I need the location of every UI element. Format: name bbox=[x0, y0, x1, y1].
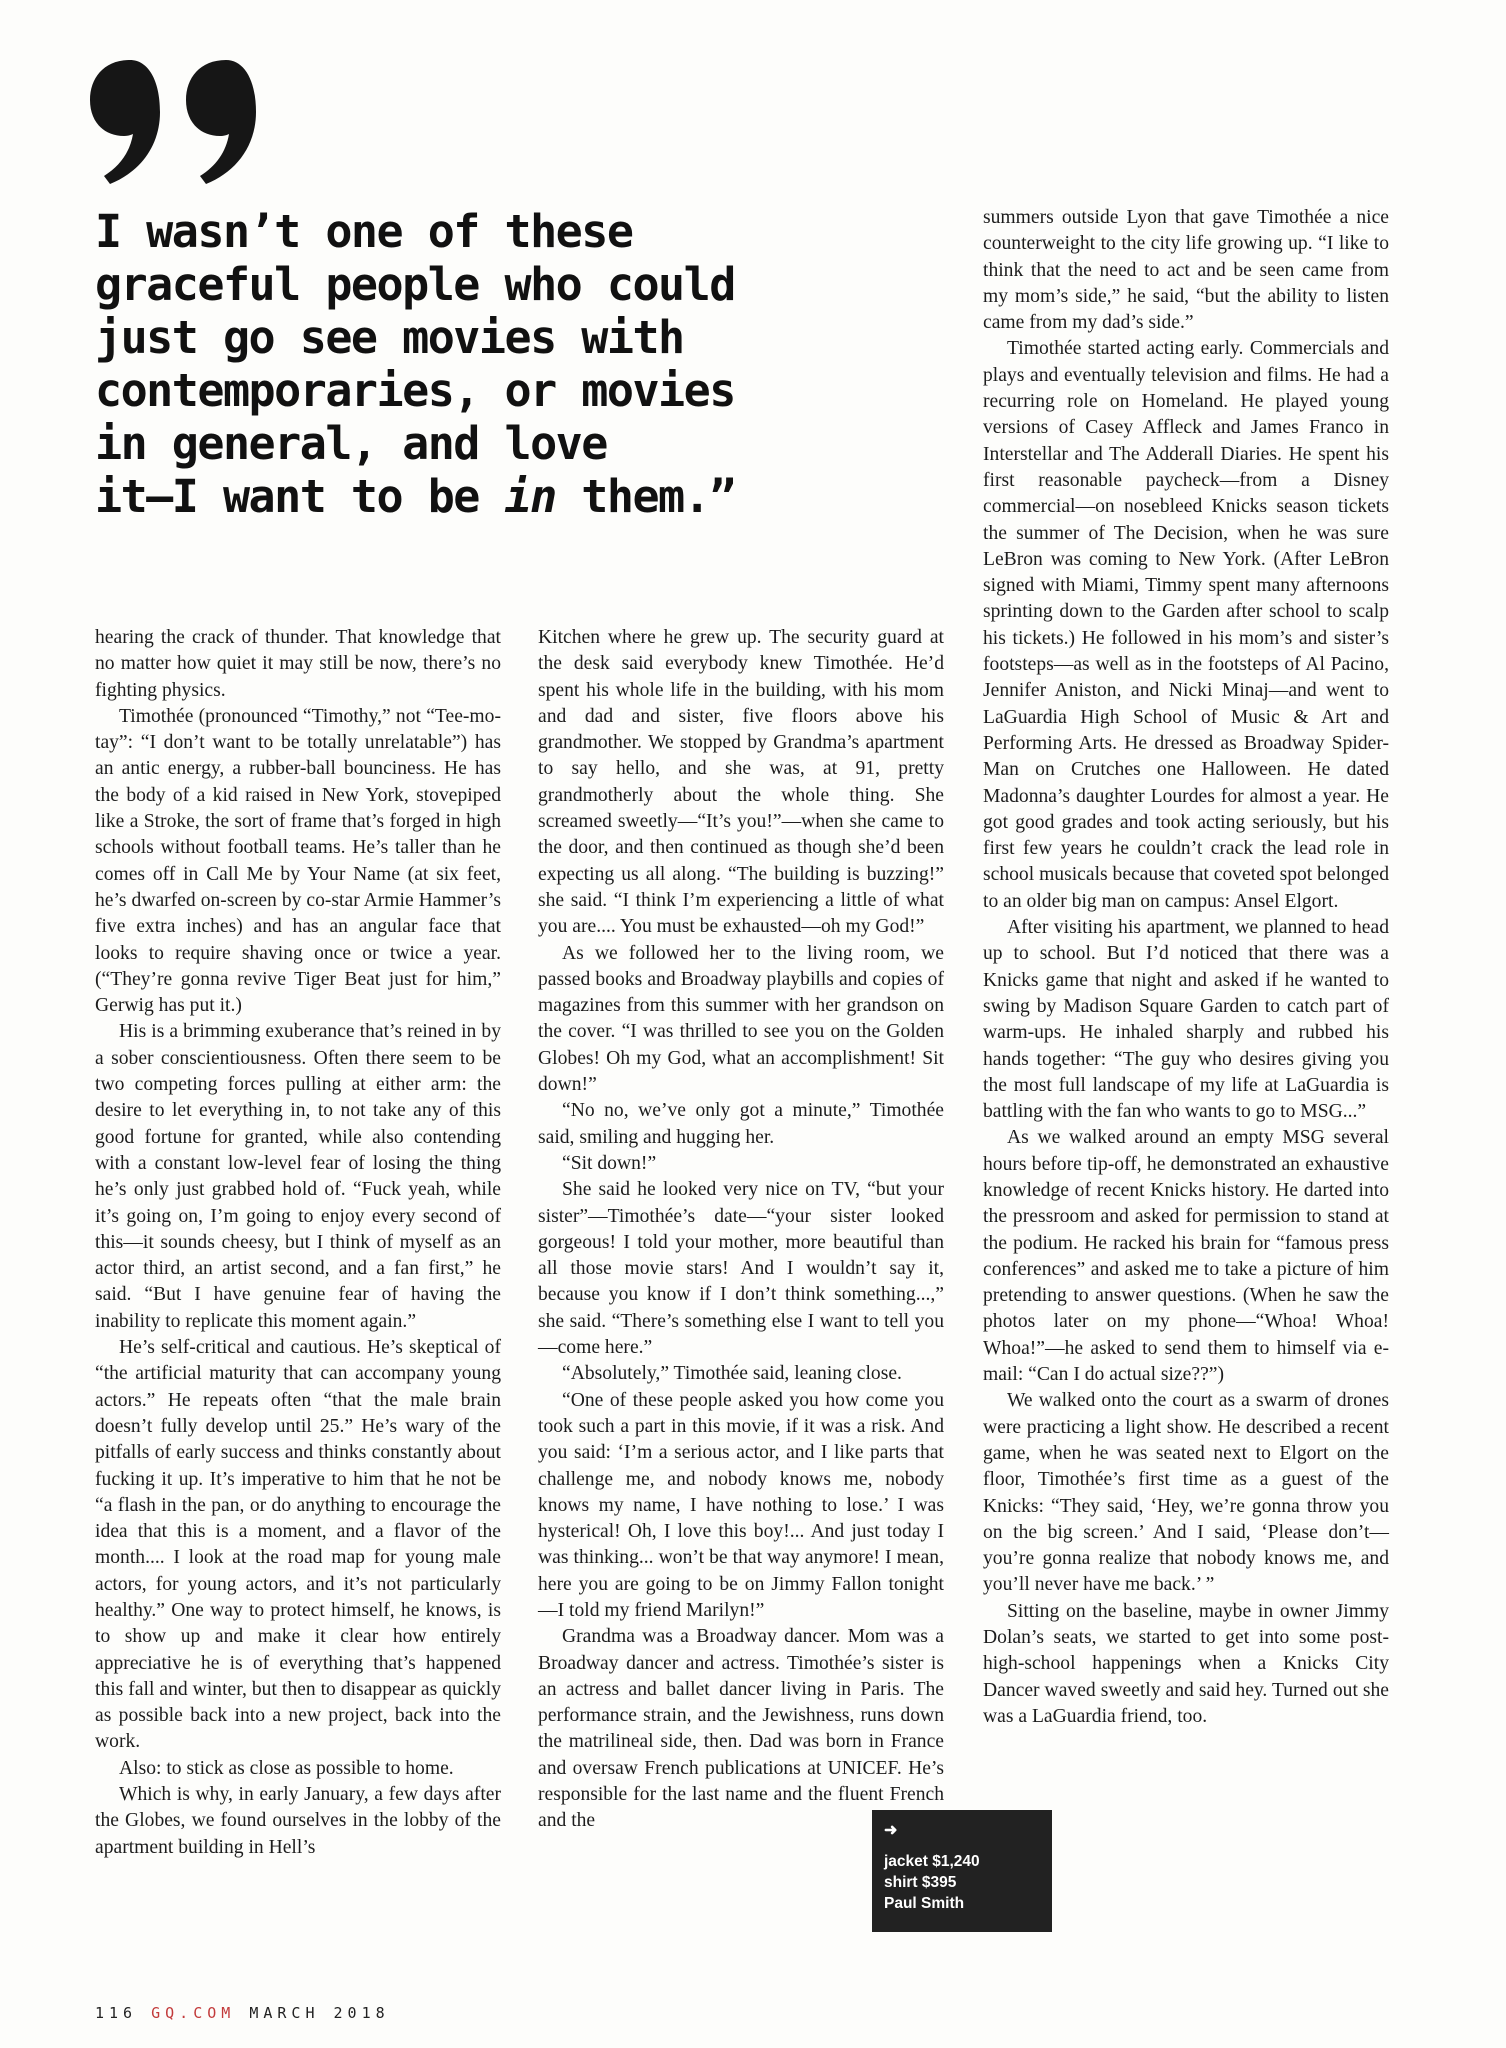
pull-quote-emphasis: in bbox=[504, 470, 556, 523]
pull-quote-line: in general, and love bbox=[95, 417, 607, 470]
paragraph: Sitting on the baseline, maybe in owner Jimmy Dolan’s seats, we started to get into some post-high-school happenings when a Knicks City Dancer waved sweetly and said hey. Turned out she was a LaGuardia friend, too. bbox=[983, 1600, 1389, 1727]
paragraph: “No no, we’ve only got a minute,” Timothée said, smiling and hugging her. bbox=[538, 1100, 944, 1148]
paragraph: summers outside Lyon that gave Timothée a nice counterweight to the city life growing up. “I like to think that the need to act and be seen came from my mom’s side,” he said, “but the ability to listen came from my dad’s side.” bbox=[983, 207, 1389, 334]
article-column-2 bbox=[538, 625, 944, 1835]
page-footer bbox=[95, 2004, 390, 2022]
paragraph: hearing the crack of thunder. That knowledge that no matter how quiet it may still be now, there’s no fighting physics. bbox=[95, 627, 501, 701]
page-number: 116 bbox=[95, 2004, 138, 2022]
paragraph: Timothée started acting early. Commercials and plays and eventually television and films. He had a recurring role on Homeland. He played young versions of Casey Affleck and James Franco in Interstellar and The Adderall Diaries. He spent his first reasonable paycheck—from a Disney commercial—on nosebleed Knicks season tickets the summer of The Decision, when he was sure LeBron was coming to New York. (After LeBron signed with Miami, Timmy spent many afternoons sprinting down to the Garden after school to scalp his tickets.) He followed in his mom’s and sister’s footsteps—as well as in the footsteps of Al Pacino, Jennifer Aniston, and Nicki Minaj—and went to LaGuardia High School of Music & Art and Performing Arts. He dressed as Broadway Spider-Man on Crutches one Halloween. He dated Madonna’s daughter Lourdes for almost a year. He got good grades and took acting seriously, but his first few years he couldn’t crack the lead role in school musicals because that coveted spot belonged to an older big man on campus: Ansel Elgort. bbox=[983, 338, 1389, 912]
pull-quote-line: contemporaries, or movies bbox=[95, 364, 735, 417]
pull-quote-line-last bbox=[95, 470, 755, 523]
credit-shirt: shirt $395 bbox=[884, 1874, 957, 1891]
paragraph: “One of these people asked you how come you took such a part in this movie, if it was a risk. And you said: ‘I’m a serious actor, and I like parts that challenge me, and nobody knows me, nobody knows my name, I have nothing to lose.’ I was hysterical! Oh, I love this boy!... And just today I was thinking... won’t be that way anymore! I mean, here you are going to be on Jimmy Fallon tonight—I told my friend Marilyn!” bbox=[538, 1389, 944, 1621]
pull-quote-line: just go see movies with bbox=[95, 311, 684, 364]
paragraph: She said he looked very nice on TV, “but your sister”—Timothée’s date—“your sister looked gorgeous! I told your mother, more beautiful than all those movie stars! And I wouldn’t say it, because you know if I don’t think something...,” she said. “There’s something else I want to tell you—come here.” bbox=[538, 1179, 944, 1359]
credit-brand: Paul Smith bbox=[884, 1895, 965, 1912]
paragraph: “Absolutely,” Timothée said, leaning close. bbox=[562, 1363, 902, 1385]
issue-date: MARCH 2018 bbox=[249, 2004, 390, 2022]
pull-quote bbox=[95, 205, 755, 523]
paragraph: As we walked around an empty MSG several hours before tip-off, he demonstrated an exhaustive knowledge of recent Knicks history. He darted into the pressroom and asked for permission to stand at the podium. He racked his brain for “famous press conferences” and asked me to take a picture of him pretending to answer questions. (When he saw the photos later on my phone—“Whoa! Whoa! Whoa!”—he asked to send them to himself via e-mail: “Can I do actual size??”) bbox=[983, 1127, 1389, 1386]
clothing-credit-box bbox=[872, 1810, 1052, 1932]
pull-quote-text: them.” bbox=[555, 470, 735, 523]
paragraph: As we followed her to the living room, we passed books and Broadway playbills and copies of magazines from this summer with her grandson on the cover. “I was thrilled to see you on the Golden Globes! Oh my God, what an accomplishment! Sit down!” bbox=[538, 942, 944, 1096]
pull-quote-text: it—I want to be bbox=[95, 470, 505, 523]
credit-jacket: jacket $1,240 bbox=[884, 1853, 980, 1870]
arrow-icon: ➜ bbox=[884, 1822, 898, 1839]
paragraph: He’s self-critical and cautious. He’s skeptical of “the artificial maturity that can accompany young actors.” He repeats often “that the male brain doesn’t fully develop until 25.” He’s wary of the pitfalls of early success and thinks constantly about fucking it up. It’s imperative to him that he not be “a flash in the pan, or do anything to encourage the idea that this is a moment, and a flavor of the month.... I look at the road map for young male actors, for young actors, and it’s not particularly healthy.” One way to protect himself, he knows, is to show up and make it clear how entirely appreciative he is of everything that’s happened this fall and winter, but then to disappear as quickly as possible back into a new project, back into the work. bbox=[95, 1337, 501, 1753]
site-name: GQ.COM bbox=[151, 2004, 236, 2022]
paragraph: Timothée (pronounced “Timothy,” not “Tee-mo-tay”: “I don’t want to be totally unrelatable”) has an antic energy, a rubber-ball bounciness. He has the body of a kid raised in New York, stovepiped like a Stroke, the sort of frame that’s forged in high schools without football teams. He’s taller than he comes off in Call Me by Your Name (at six feet, he’s dwarfed on-screen by co-star Armie Hammer’s five extra inches) and has an angular face that looks to require shaving once or twice a year. (“They’re gonna revive Tiger Beat just for him,” Gerwig has put it.) bbox=[95, 705, 501, 1017]
paragraph: After visiting his apartment, we planned to head up to school. But I’d noticed that there was a Knicks game that night and asked if he wanted to swing by Madison Square Garden to catch part of warm-ups. He inhaled sharply and rubbed his hands together: “The guy who desires giving you the most full landscape of my life at LaGuardia is battling with the fan who wants to go to MSG...” bbox=[983, 917, 1389, 1123]
article-column-1 bbox=[95, 625, 501, 1861]
paragraph: Kitchen where he grew up. The security guard at the desk said everybody knew Timothée. He’d spent his whole life in the building, with his mom and dad and sister, five floors above his grandmother. We stopped by Grandma’s apartment to say hello, and she was, at 91, pretty grandmotherly about the whole thing. She screamed sweetly—“It’s you!”—when she came to the door, and then continued as though she’d been expecting us all along. “The building is buzzing!” she said. “I think I’m experiencing a little of what you are.... You must be exhausted—oh my God!” bbox=[538, 627, 944, 938]
paragraph: Which is why, in early January, a few days after the Globes, we found ourselves in the lobby of the apartment building in Hell’s bbox=[95, 1784, 501, 1858]
paragraph: We walked onto the court as a swarm of drones were practicing a light show. He described a recent game, when he was seated next to Elgort on the floor, Timothée’s first time as a guest of the Knicks: “They said, ‘Hey, we’re gonna throw you on the big screen.’ And I said, ‘Please don’t—you’re gonna realize that nobody knows me, and you’ll never have me back.’ ” bbox=[983, 1390, 1389, 1596]
pull-quote-line: graceful people who could bbox=[95, 258, 735, 311]
paragraph: Grandma was a Broadway dancer. Mom was a Broadway dancer and actress. Timothée’s sister is an actress and ballet dancer living in Paris. The performance strain, and the Jewishness, runs down the matrilineal side, then. Dad was born in France and oversaw French publications at UNICEF. He’s responsible for the last name and the fluent French and the bbox=[538, 1626, 944, 1832]
article-column-3 bbox=[983, 205, 1389, 1730]
paragraph: Also: to stick as close as possible to home. bbox=[119, 1757, 454, 1779]
quote-mark-icon bbox=[90, 56, 260, 186]
pull-quote-line: I wasn’t one of these bbox=[95, 205, 633, 258]
paragraph: “Sit down!” bbox=[562, 1152, 657, 1174]
paragraph: His is a brimming exuberance that’s reined in by a sober conscientiousness. Often there seem to be two competing forces pulling at either arm: the desire to let everything in, to not take any of this good fortune for granted, while also contending with a constant low-level fear of losing the thing he’s only just grabbed hold of. “Fuck yeah, while it’s going on, I’m going to enjoy every second of this—it sounds cheesy, but I think of myself as an actor third, an artist second, and a fan first,” he said. “But I have genuine fear of having the inability to replicate this moment again.” bbox=[95, 1021, 501, 1332]
